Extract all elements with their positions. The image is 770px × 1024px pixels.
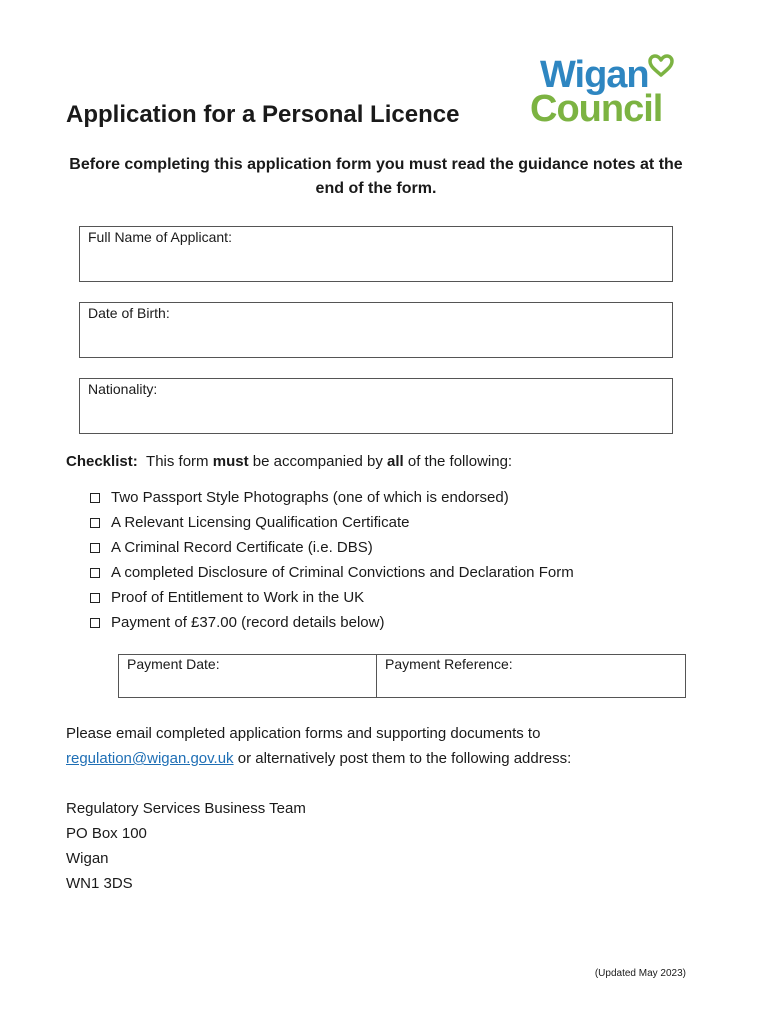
postal-address <box>66 796 306 896</box>
checklist-item-text: A Criminal Record Certificate (i.e. DBS) <box>111 539 373 556</box>
address-line: Regulatory Services Business Team <box>66 800 306 817</box>
logo-word-council: Council <box>530 88 663 130</box>
checklist-item <box>90 535 574 560</box>
checklist-item-text: A Relevant Licensing Qualification Certificate <box>111 514 410 531</box>
payment-reference-label: Payment Reference: <box>385 656 513 672</box>
payment-reference-field[interactable] <box>377 655 685 697</box>
checklist-item <box>90 585 574 610</box>
checklist-text-before: This form <box>146 453 213 470</box>
checklist-text-middle: be accompanied by <box>248 453 387 470</box>
email-text-before: Please email completed application forms and supporting documents to <box>66 725 541 742</box>
date-of-birth-field[interactable] <box>79 302 673 358</box>
intro-instructions: Before completing this application form you must read the guidance notes at the end of the form. <box>69 156 683 197</box>
payment-date-field[interactable] <box>119 655 377 697</box>
checkbox-icon[interactable] <box>90 518 100 528</box>
checklist-item <box>90 485 574 510</box>
checklist-item <box>90 610 574 635</box>
checkbox-icon[interactable] <box>90 493 100 503</box>
address-line: PO Box 100 <box>66 825 147 842</box>
updated-date-note: (Updated May 2023) <box>594 968 686 979</box>
checklist-text-after: of the following: <box>403 453 513 470</box>
checklist-item-text: Proof of Entitlement to Work in the UK <box>111 589 365 606</box>
checkbox-icon[interactable] <box>90 593 100 603</box>
checkbox-icon[interactable] <box>90 618 100 628</box>
nationality-label: Nationality: <box>88 381 158 397</box>
address-line: WN1 3DS <box>66 875 133 892</box>
checklist-item <box>90 560 574 585</box>
logo-word-wigan: Wigan <box>540 54 649 96</box>
checklist-item-text: A completed Disclosure of Criminal Convictions and Declaration Form <box>111 564 574 581</box>
submission-instructions <box>66 721 706 771</box>
checklist-heading <box>66 453 512 470</box>
full-name-label: Full Name of Applicant: <box>88 229 232 245</box>
page-title: Application for a Personal Licence <box>66 101 460 128</box>
date-of-birth-label: Date of Birth: <box>88 305 170 321</box>
checkbox-icon[interactable] <box>90 568 100 578</box>
checklist <box>90 485 574 635</box>
email-link[interactable]: regulation@wigan.gov.uk <box>66 750 234 767</box>
full-name-field[interactable] <box>79 226 673 282</box>
checklist-all: all <box>387 453 404 470</box>
email-text-after: or alternatively post them to the following address: <box>233 750 572 767</box>
checkbox-icon[interactable] <box>90 543 100 553</box>
nationality-field[interactable] <box>79 378 673 434</box>
payment-table <box>118 654 686 698</box>
wigan-council-logo <box>530 52 680 132</box>
checklist-item-text: Payment of £37.00 (record details below) <box>111 614 385 631</box>
checklist-item <box>90 510 574 535</box>
payment-date-label: Payment Date: <box>127 656 220 672</box>
checklist-label: Checklist: <box>66 453 138 470</box>
heart-icon <box>648 54 674 78</box>
address-line: Wigan <box>66 850 109 867</box>
checklist-item-text: Two Passport Style Photographs (one of which is endorsed) <box>111 489 509 506</box>
checklist-must: must <box>212 453 249 470</box>
